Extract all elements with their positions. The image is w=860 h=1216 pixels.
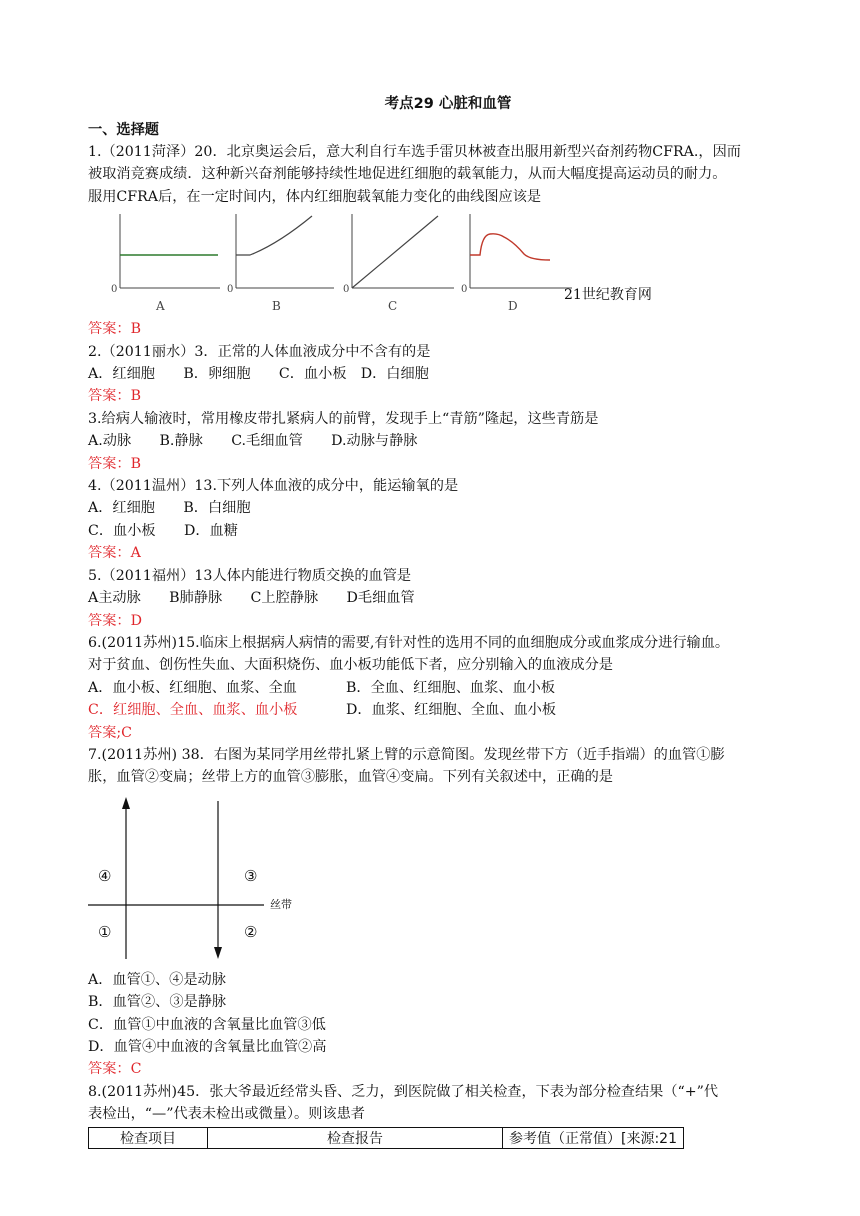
graph-a — [111, 214, 220, 313]
q8-line1: 8.(2011苏州)45．张大爷最近经常头昏、乏力，到医院做了相关检查，下表为部分检查结果（“+”代 — [88, 1083, 719, 1100]
q7-diagram-svg — [88, 795, 388, 965]
q6-option-c: C．红细胞、全血、血浆、血小板 — [88, 702, 298, 719]
graph-d-label: D — [508, 299, 518, 314]
q7-arm-diagram — [88, 795, 778, 965]
graph-c — [343, 214, 454, 313]
q1-line1: 1.（2011菏泽）20．北京奥运会后，意大利自行车选手雷贝林被查出服用新型兴奋剂药物CFRA.，因而 — [88, 144, 741, 160]
q6-options-ab — [88, 677, 778, 699]
q7-answer: 答案：C — [88, 1061, 142, 1078]
section-heading: 一、选择题 — [88, 122, 159, 138]
q2-line1: 2.（2011丽水）3．正常的人体血液成分中不含有的是 — [88, 343, 431, 360]
label-vessel-4: ④ — [98, 866, 112, 885]
label-vessel-2: ② — [244, 922, 258, 941]
q1-line3: 服用CFRA后，在一定时间内，体内红细胞载氧能力变化的曲线图应该是 — [88, 188, 542, 205]
q1-graphs-svg — [88, 210, 778, 318]
label-vessel-1: ① — [98, 922, 112, 941]
q4-line1: 4.（2011温州）13.下列人体血液的成分中，能运输氧的是 — [88, 478, 459, 495]
q1-line2: 被取消竞赛成绩．这种新兴奋剂能够持续性地促进红细胞的载氧能力，从而大幅度提高运动员的耐力。 — [88, 166, 727, 183]
q6-line1: 6.(2011苏州)15.临床上根据病人病情的需要,有针对性的选用不同的血细胞成分或血浆成分进行输血。 — [88, 634, 730, 651]
q6-option-a: A．血小板、红细胞、血浆、全血 — [88, 679, 297, 696]
q7-option-c: C．血管①中血液的含氧量比血管③低 — [88, 1016, 326, 1033]
q7-option-a: A．血管①、④是动脉 — [88, 971, 226, 988]
q5-line1: 5.（2011福州）13人体内能进行物质交换的血管是 — [88, 567, 412, 584]
table-header-reference: 参考值（正常值）[来源:21 — [503, 1127, 684, 1148]
q5-options: A主动脉 B肺静脉 C上腔静脉 D毛细血管 — [88, 590, 415, 607]
graph-d-origin: 0 — [461, 284, 468, 296]
graph-b-curve — [236, 216, 312, 255]
q4-options-2: C．血小板 D．血糖 — [88, 522, 238, 539]
graph-d-curve — [470, 234, 550, 260]
q2-options: A．红细胞 B．卵细胞 C．血小板 D．白细胞 — [88, 366, 429, 383]
q7-line2: 胀，血管②变扁；丝带上方的血管③膨胀，血管④变扁。下列有关叙述中，正确的是 — [88, 769, 613, 786]
q4-answer: 答案：A — [88, 545, 141, 562]
table-row — [89, 1127, 684, 1148]
q6-answer: 答案;C — [88, 724, 133, 741]
q6-option-d: D．血浆、红细胞、全血、血小板 — [346, 702, 557, 719]
graph-c-origin: 0 — [343, 284, 350, 296]
table-header-item: 检查项目 — [89, 1127, 208, 1148]
graph-b-label: B — [272, 299, 281, 314]
graph-b-origin: 0 — [227, 284, 234, 296]
graph-c-curve — [352, 216, 438, 288]
q1-graph-options — [88, 210, 778, 318]
label-vessel-3: ③ — [244, 866, 258, 885]
graph-b — [227, 214, 334, 313]
q6-line2: 对于贫血、创伤性失血、大面积烧伤、血小板功能低下者，应分别输入的血液成分是 — [88, 657, 613, 674]
band-label: 丝带 — [270, 897, 292, 911]
graph-d — [461, 214, 572, 313]
q6-option-b: B．全血、红细胞、血浆、血小板 — [346, 679, 556, 696]
q4-options-1: A．红细胞 B．白细胞 — [88, 500, 251, 517]
table-header-report: 检查报告 — [208, 1127, 503, 1148]
q8-line2: 表检出，“—”代表未检出或微量）。则该患者 — [88, 1106, 365, 1123]
q3-answer: 答案：B — [88, 455, 141, 472]
document-page — [88, 92, 778, 1149]
graph-a-label: A — [156, 299, 165, 314]
q5-answer: 答案：D — [88, 612, 142, 629]
arrow-down-icon — [214, 947, 222, 959]
graph-c-label: C — [388, 299, 398, 314]
graph-a-origin: 0 — [111, 284, 118, 296]
q8-result-table — [88, 1127, 684, 1149]
arrow-up-icon — [122, 797, 130, 809]
q6-options-cd — [88, 699, 778, 721]
q2-answer: 答案：B — [88, 388, 141, 405]
page-title: 考点29 心脏和血管 — [384, 96, 512, 112]
source-note: 21世纪教育网 — [564, 287, 652, 304]
q7-option-b: B．血管②、③是静脉 — [88, 994, 227, 1011]
q7-line1: 7.(2011苏州) 38．右图为某同学用丝带扎紧上臂的示意简图。发现丝带下方（近手指端）的血管①膨 — [88, 746, 725, 763]
q3-options: A.动脉 B.静脉 C.毛细血管 D.动脉与静脉 — [88, 433, 418, 450]
q3-line1: 3.给病人输液时，常用橡皮带扎紧病人的前臂，发现手上“青筋”隆起，这些青筋是 — [88, 410, 599, 427]
q1-answer: 答案：B — [88, 321, 141, 338]
q7-option-d: D．血管④中血液的含氧量比血管②高 — [88, 1038, 327, 1055]
